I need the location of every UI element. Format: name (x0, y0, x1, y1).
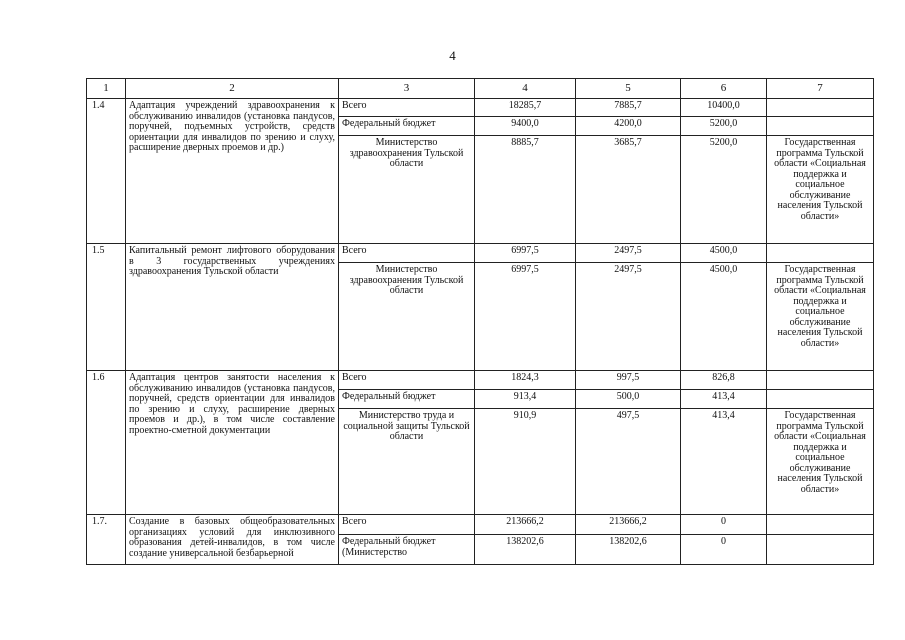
year1-value: 997,5 (576, 371, 681, 390)
header-col-5: 5 (576, 79, 681, 99)
row-description: Создание в базовых общеобразовательных организациях условий для инклюзивного образования детей-инвалидов, в том числе создание универсальной безбарьерной (126, 515, 339, 565)
year1-value: 4200,0 (576, 117, 681, 136)
funding-source: Всего (339, 515, 475, 535)
funding-source: Министерство труда и социальной защиты Тульской области (339, 409, 475, 515)
year2-value: 826,8 (681, 371, 767, 390)
table-row (87, 99, 874, 117)
funding-source: Всего (339, 99, 475, 117)
header-row (87, 79, 874, 99)
header-col-7: 7 (767, 79, 874, 99)
year1-value: 2497,5 (576, 263, 681, 371)
page-number: 4 (449, 48, 456, 63)
funding-source: Всего (339, 244, 475, 263)
year2-value: 5200,0 (681, 117, 767, 136)
row-id: 1.4 (87, 99, 126, 244)
total-value: 9400,0 (475, 117, 576, 136)
table-row (87, 515, 874, 535)
row-description: Адаптация учреждений здравоохранения к обслуживанию инвалидов (установка пандусов, поручней, подъемных устройств, средств ориентации для инвалидов по зрению и слуху, расширение дверных проемов и др.) (126, 99, 339, 244)
row-id: 1.6 (87, 371, 126, 515)
funding-source: Федеральный бюджет (339, 117, 475, 136)
year1-value: 3685,7 (576, 136, 681, 244)
funding-source: Министерство здравоохранения Тульской области (339, 136, 475, 244)
program-cell (767, 371, 874, 390)
total-value: 18285,7 (475, 99, 576, 117)
program-cell (767, 515, 874, 535)
header-col-4: 4 (475, 79, 576, 99)
year2-value: 413,4 (681, 409, 767, 515)
funding-source: Министерство здравоохранения Тульской области (339, 263, 475, 371)
program-cell (767, 535, 874, 565)
program-cell (767, 244, 874, 263)
header-col-1: 1 (87, 79, 126, 99)
row-id: 1.7. (87, 515, 126, 565)
funding-source: Федеральный бюджет (Министерство (339, 535, 475, 565)
year1-value: 213666,2 (576, 515, 681, 535)
row-id: 1.5 (87, 244, 126, 371)
total-value: 138202,6 (475, 535, 576, 565)
total-value: 913,4 (475, 390, 576, 409)
year1-value: 7885,7 (576, 99, 681, 117)
table-row (87, 371, 874, 390)
program-cell: Государственная программа Тульской области «Социальная поддержка и социальное обслуживание населения Тульской области» (767, 136, 874, 244)
total-value: 1824,3 (475, 371, 576, 390)
row-description: Адаптация центров занятости населения к обслуживанию инвалидов (установка пандусов, поручней, средств ориентации для инвалидов по зрению и слуху, расширение дверных проемов и др.), в том числе составление проектно-сметной документации (126, 371, 339, 515)
program-cell (767, 390, 874, 409)
program-cell (767, 117, 874, 136)
total-value: 6997,5 (475, 263, 576, 371)
header-col-6: 6 (681, 79, 767, 99)
year2-value: 5200,0 (681, 136, 767, 244)
year2-value: 413,4 (681, 390, 767, 409)
year1-value: 138202,6 (576, 535, 681, 565)
year1-value: 500,0 (576, 390, 681, 409)
funding-source: Федеральный бюджет (339, 390, 475, 409)
year2-value: 0 (681, 535, 767, 565)
header-col-2: 2 (126, 79, 339, 99)
header-col-3: 3 (339, 79, 475, 99)
program-cell: Государственная программа Тульской области «Социальная поддержка и социальное обслуживание населения Тульской области» (767, 263, 874, 371)
total-value: 910,9 (475, 409, 576, 515)
funding-source: Всего (339, 371, 475, 390)
row-description: Капитальный ремонт лифтового оборудования в 3 государственных учреждениях здравоохранения Тульской области (126, 244, 339, 371)
program-cell (767, 99, 874, 117)
total-value: 213666,2 (475, 515, 576, 535)
table-row (87, 244, 874, 263)
program-cell: Государственная программа Тульской области «Социальная поддержка и социальное обслуживание населения Тульской области» (767, 409, 874, 515)
year2-value: 10400,0 (681, 99, 767, 117)
year1-value: 2497,5 (576, 244, 681, 263)
year2-value: 4500,0 (681, 244, 767, 263)
year2-value: 4500,0 (681, 263, 767, 371)
total-value: 8885,7 (475, 136, 576, 244)
program-table (86, 78, 874, 565)
total-value: 6997,5 (475, 244, 576, 263)
year2-value: 0 (681, 515, 767, 535)
year1-value: 497,5 (576, 409, 681, 515)
